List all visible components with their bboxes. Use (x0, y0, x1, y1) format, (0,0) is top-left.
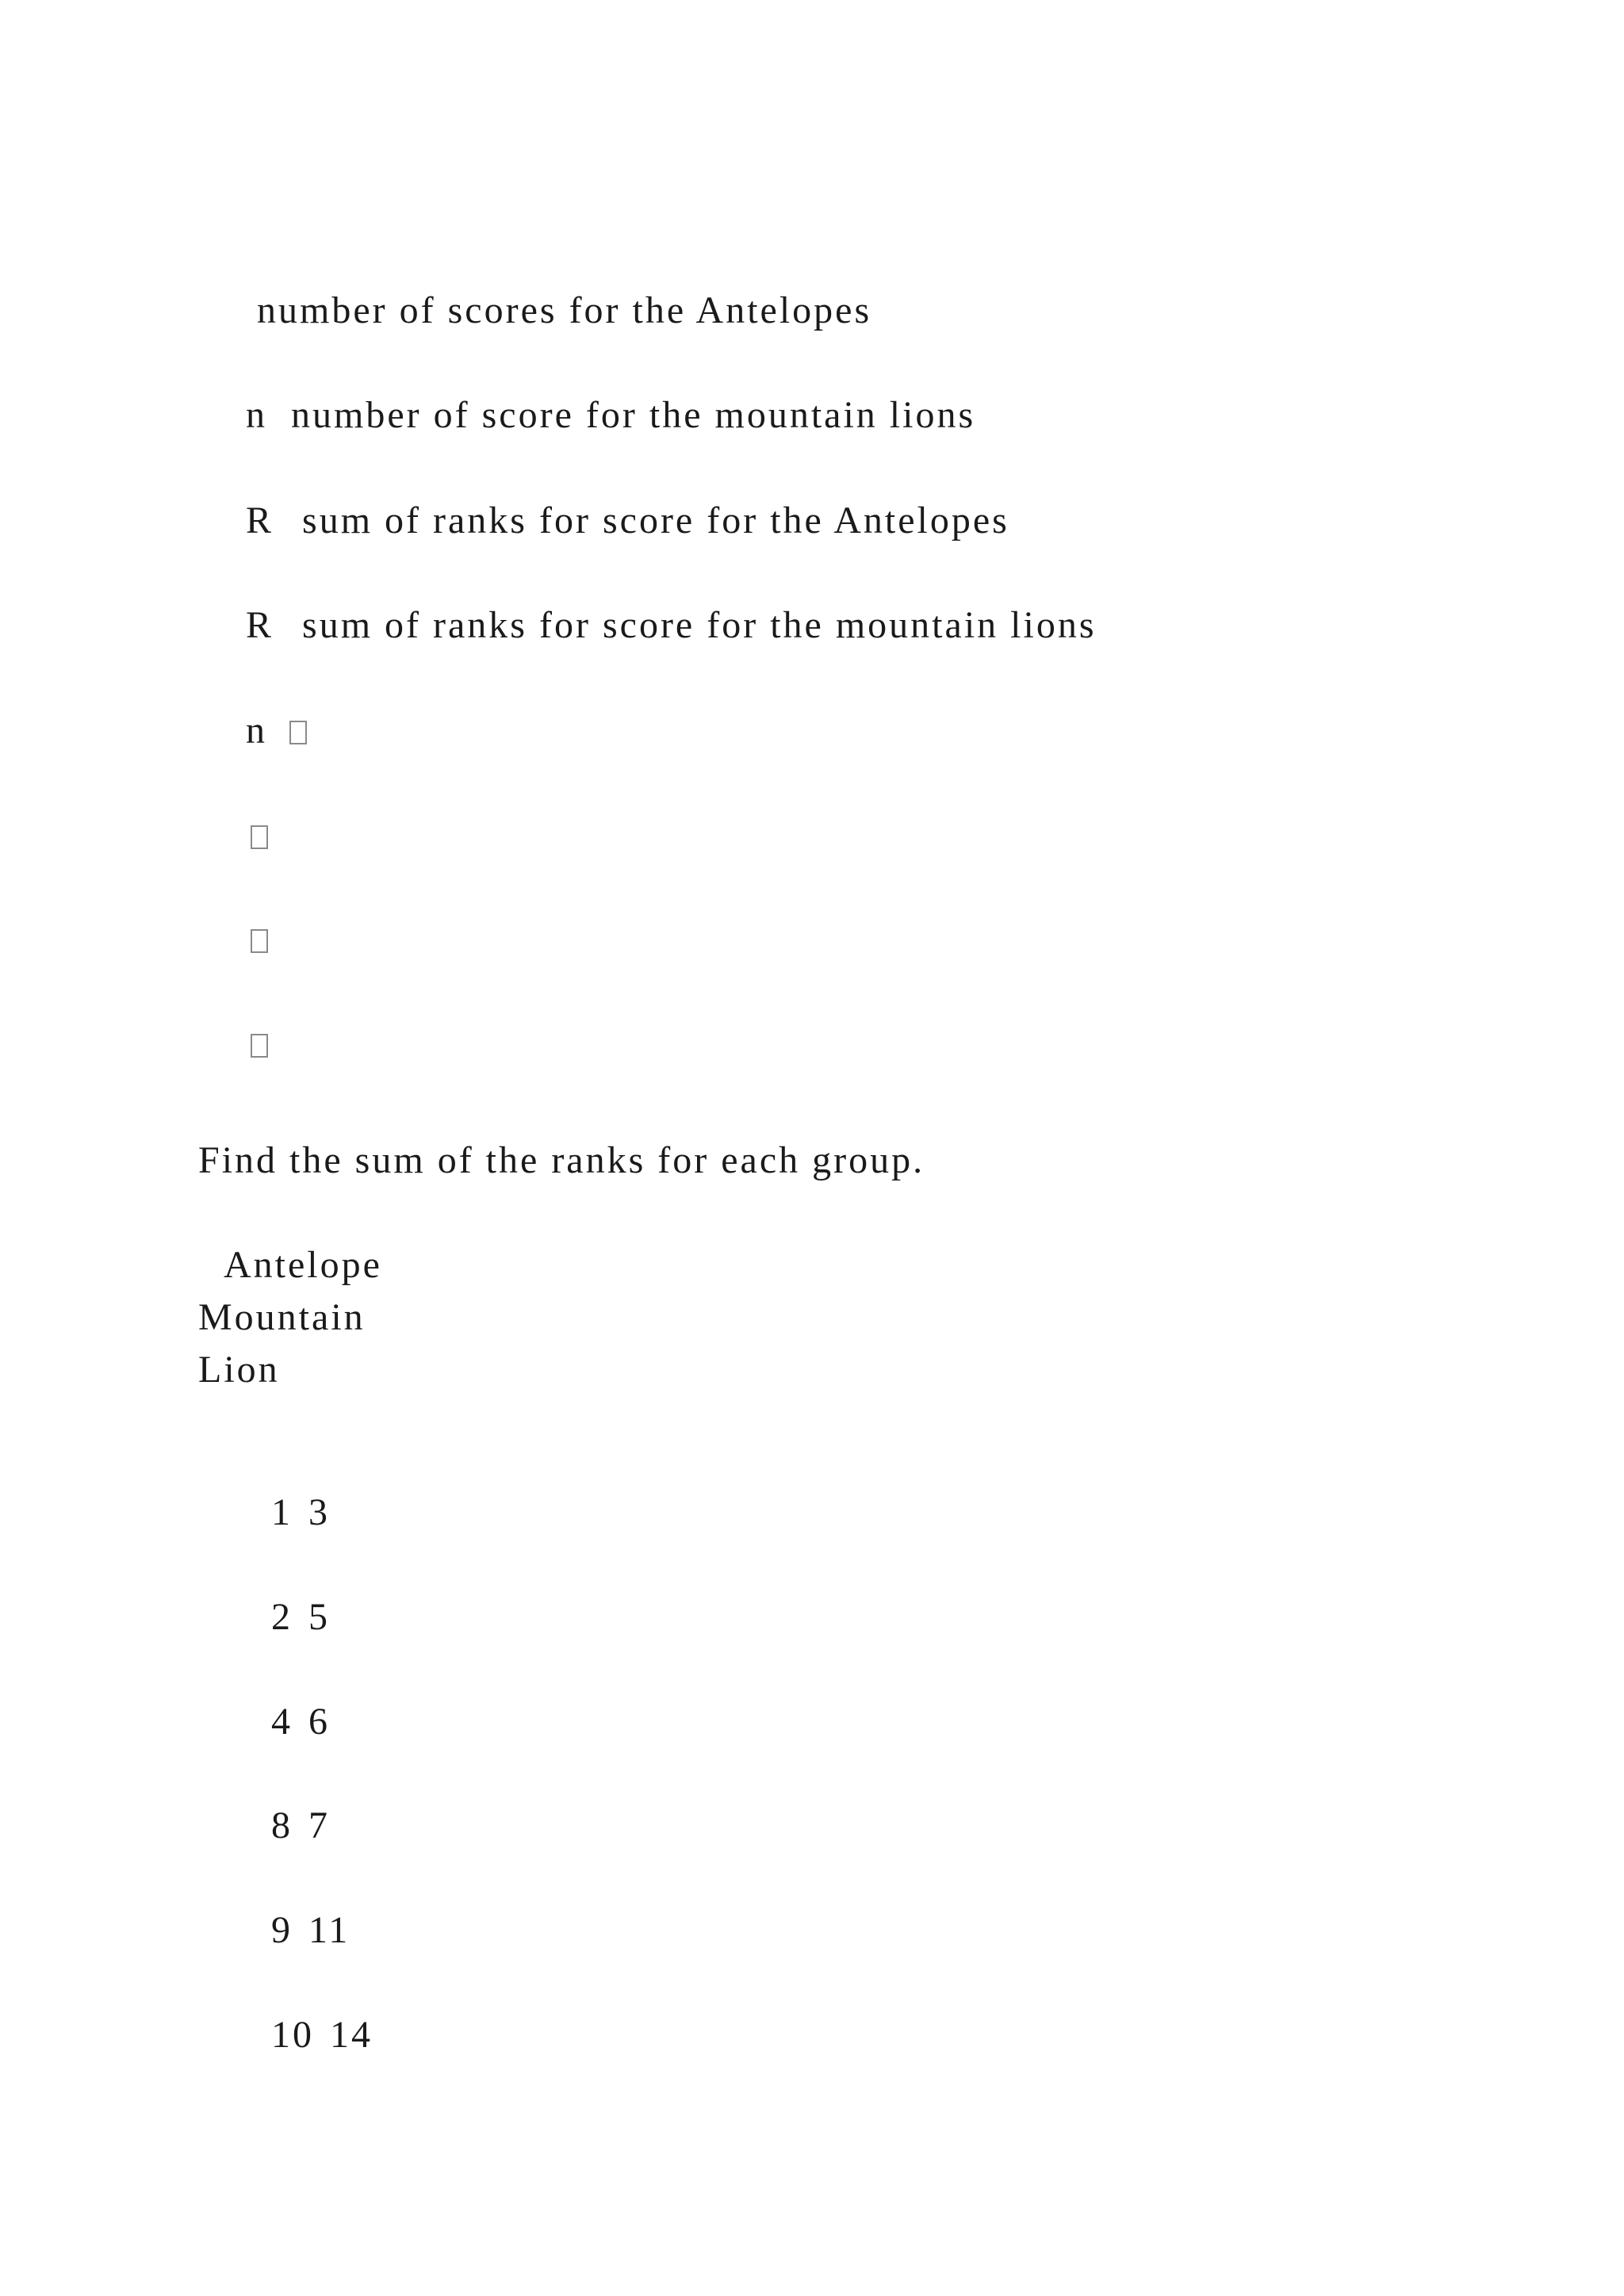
table-row (224, 1456, 330, 1570)
table-row (224, 1769, 330, 1883)
table-cell-mountain-lion: 5 (308, 1596, 330, 1638)
definition-line-2 (198, 358, 975, 473)
definition-text: sum of ranks for score for the mountain lions (302, 604, 1097, 646)
table-cell-antelope: 9 (271, 1909, 293, 1951)
table-row (224, 1665, 330, 1779)
table-cell-antelope: 2 (271, 1596, 293, 1638)
table-header-lion: Lion (198, 1349, 280, 1391)
table-cell-mountain-lion: 7 (308, 1804, 330, 1846)
missing-glyph-icon (251, 1034, 268, 1058)
table-cell-antelope: 10 (271, 2014, 314, 2056)
definition-text: number of score for the mountain lions (291, 394, 976, 436)
definition-text: sum of ranks for score for the Antelopes (302, 499, 1009, 541)
formula-line-4 (203, 987, 268, 1101)
table-cell-mountain-lion: 3 (308, 1491, 330, 1533)
missing-glyph-icon (289, 721, 307, 744)
table-cell-antelope: 1 (271, 1491, 293, 1533)
table-row (224, 1978, 373, 2092)
definition-text: number of scores for the Antelopes (257, 289, 872, 331)
table-cell-mountain-lion: 11 (308, 1909, 350, 1951)
definition-line-4 (198, 568, 1097, 683)
instruction-text: Find the sum of the ranks for each group. (198, 1139, 925, 1181)
definition-line-1 (209, 254, 871, 368)
formula-line-1 (198, 674, 307, 788)
table-cell-antelope: 4 (271, 1701, 293, 1743)
table-cell-mountain-lion: 6 (308, 1701, 330, 1743)
table-row (224, 1873, 350, 1988)
missing-glyph-icon (251, 825, 268, 849)
table-cell-antelope: 8 (271, 1804, 293, 1846)
formula-line-3 (203, 882, 268, 997)
table-row (224, 1560, 330, 1674)
missing-glyph-icon (251, 929, 268, 953)
definition-symbol: R (246, 604, 274, 646)
definition-symbol: n (246, 394, 267, 436)
table-header-mountain: Mountain (198, 1296, 366, 1338)
table-cell-mountain-lion: 14 (330, 2014, 373, 2056)
formula-line-2 (203, 779, 268, 893)
table-header-antelope: Antelope (224, 1244, 382, 1286)
definition-symbol: R (246, 499, 274, 541)
formula-symbol: n (246, 710, 267, 752)
definition-line-3 (198, 464, 1009, 578)
